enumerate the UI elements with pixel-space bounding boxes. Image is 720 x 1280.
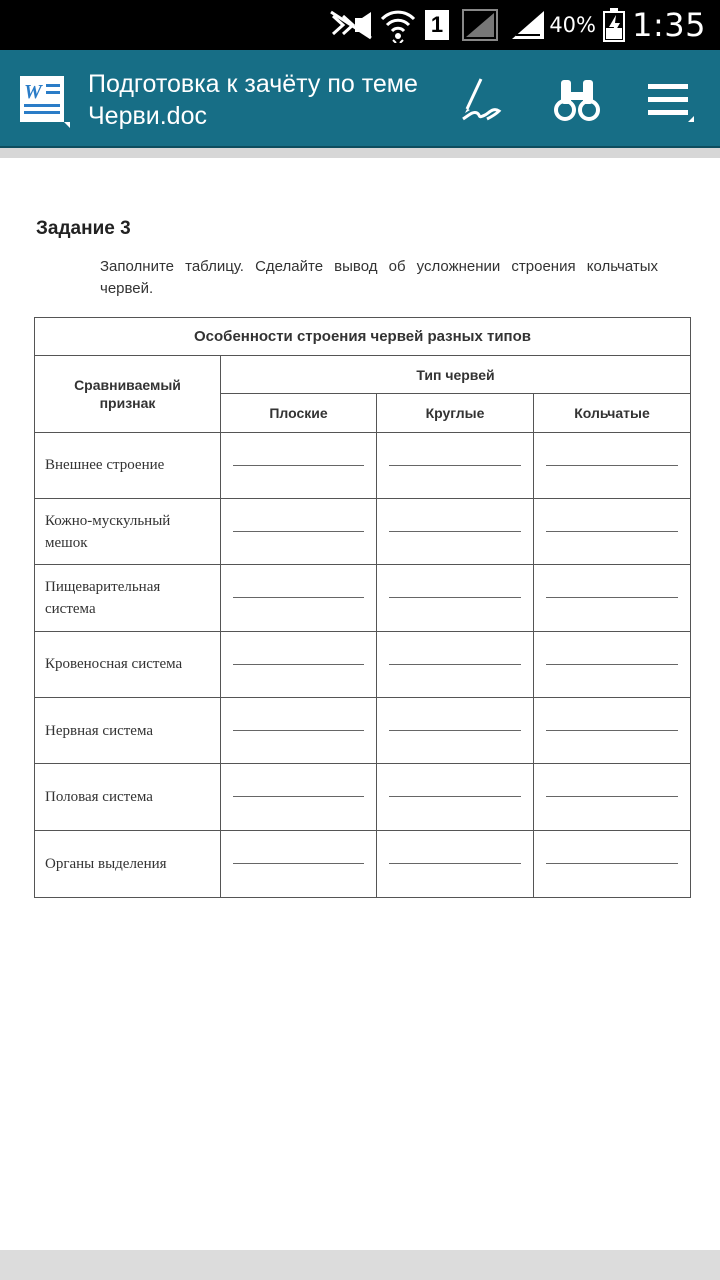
blank-cell bbox=[377, 432, 534, 498]
blank-cell bbox=[377, 565, 534, 631]
svg-text:W: W bbox=[24, 81, 42, 103]
blank-cell bbox=[377, 697, 534, 763]
row-label: Внешнее строение bbox=[35, 432, 221, 498]
blank-cell bbox=[221, 631, 377, 697]
table-row bbox=[35, 697, 691, 763]
row-label: Половая система bbox=[35, 764, 221, 830]
blank-cell bbox=[534, 697, 691, 763]
row-label: Органы выделения bbox=[35, 830, 221, 897]
blank-cell bbox=[377, 830, 534, 897]
table-row bbox=[35, 764, 691, 830]
blank-cell bbox=[534, 432, 691, 498]
group-header: Тип червей bbox=[221, 356, 691, 394]
top-gray-strip bbox=[0, 148, 720, 158]
app-bar bbox=[0, 50, 720, 146]
blank-cell bbox=[221, 498, 377, 564]
binoculars-icon bbox=[553, 76, 601, 124]
blank-cell bbox=[534, 830, 691, 897]
blank-cell bbox=[221, 830, 377, 897]
status-time: 1:35 bbox=[632, 6, 706, 44]
task-title: Задание 3 bbox=[36, 218, 131, 239]
blank-cell bbox=[534, 565, 691, 631]
blank-cell bbox=[377, 631, 534, 697]
table-row bbox=[35, 565, 691, 631]
blank-cell bbox=[221, 432, 377, 498]
blank-cell bbox=[377, 764, 534, 830]
blank-cell bbox=[534, 498, 691, 564]
signal-weak-icon bbox=[460, 0, 500, 50]
column-header: Плоские bbox=[221, 394, 377, 432]
document-page[interactable] bbox=[0, 158, 720, 1250]
blank-cell bbox=[221, 764, 377, 830]
battery-percent: 40% bbox=[549, 13, 596, 37]
bottom-gray-bar bbox=[0, 1250, 720, 1280]
blank-cell bbox=[221, 565, 377, 631]
mute-icon bbox=[328, 0, 374, 50]
sim1-icon bbox=[424, 0, 450, 50]
signal-icon bbox=[508, 0, 548, 50]
wifi-icon bbox=[378, 0, 418, 50]
blank-cell bbox=[221, 697, 377, 763]
column-header: Кольчатые bbox=[534, 394, 691, 432]
row-label: Нервная система bbox=[35, 697, 221, 763]
document-title: Подготовка к зачёту по теме Черви.doc bbox=[88, 70, 418, 130]
battery-charging-icon bbox=[600, 0, 628, 50]
find-button[interactable] bbox=[547, 70, 607, 130]
blank-cell bbox=[534, 631, 691, 697]
table-row bbox=[35, 498, 691, 564]
row-label: Пищеварительная система bbox=[35, 565, 221, 631]
status-bar bbox=[0, 0, 720, 50]
table-row bbox=[35, 631, 691, 697]
sim-slot-label: 1 bbox=[425, 10, 449, 40]
table-row bbox=[35, 432, 691, 498]
row-label: Кожно-мускульный мешок bbox=[35, 498, 221, 564]
menu-icon bbox=[642, 76, 698, 124]
pen-sign-icon bbox=[455, 75, 505, 125]
blank-cell bbox=[377, 498, 534, 564]
table-caption: Особенности строения червей разных типов bbox=[35, 318, 691, 356]
sign-button[interactable] bbox=[450, 70, 510, 130]
blank-cell bbox=[534, 764, 691, 830]
row-label: Кровеносная система bbox=[35, 631, 221, 697]
column-header: Круглые bbox=[377, 394, 534, 432]
menu-button[interactable] bbox=[640, 70, 700, 130]
table-row bbox=[35, 830, 691, 897]
word-doc-icon[interactable] bbox=[20, 76, 66, 124]
task-instruction: Заполните таблицу. Сделайте вывод об усложнении строения кольчатых червей. bbox=[100, 258, 658, 297]
feature-header: Сравниваемый признак bbox=[35, 356, 221, 432]
worm-comparison-table bbox=[34, 317, 691, 898]
